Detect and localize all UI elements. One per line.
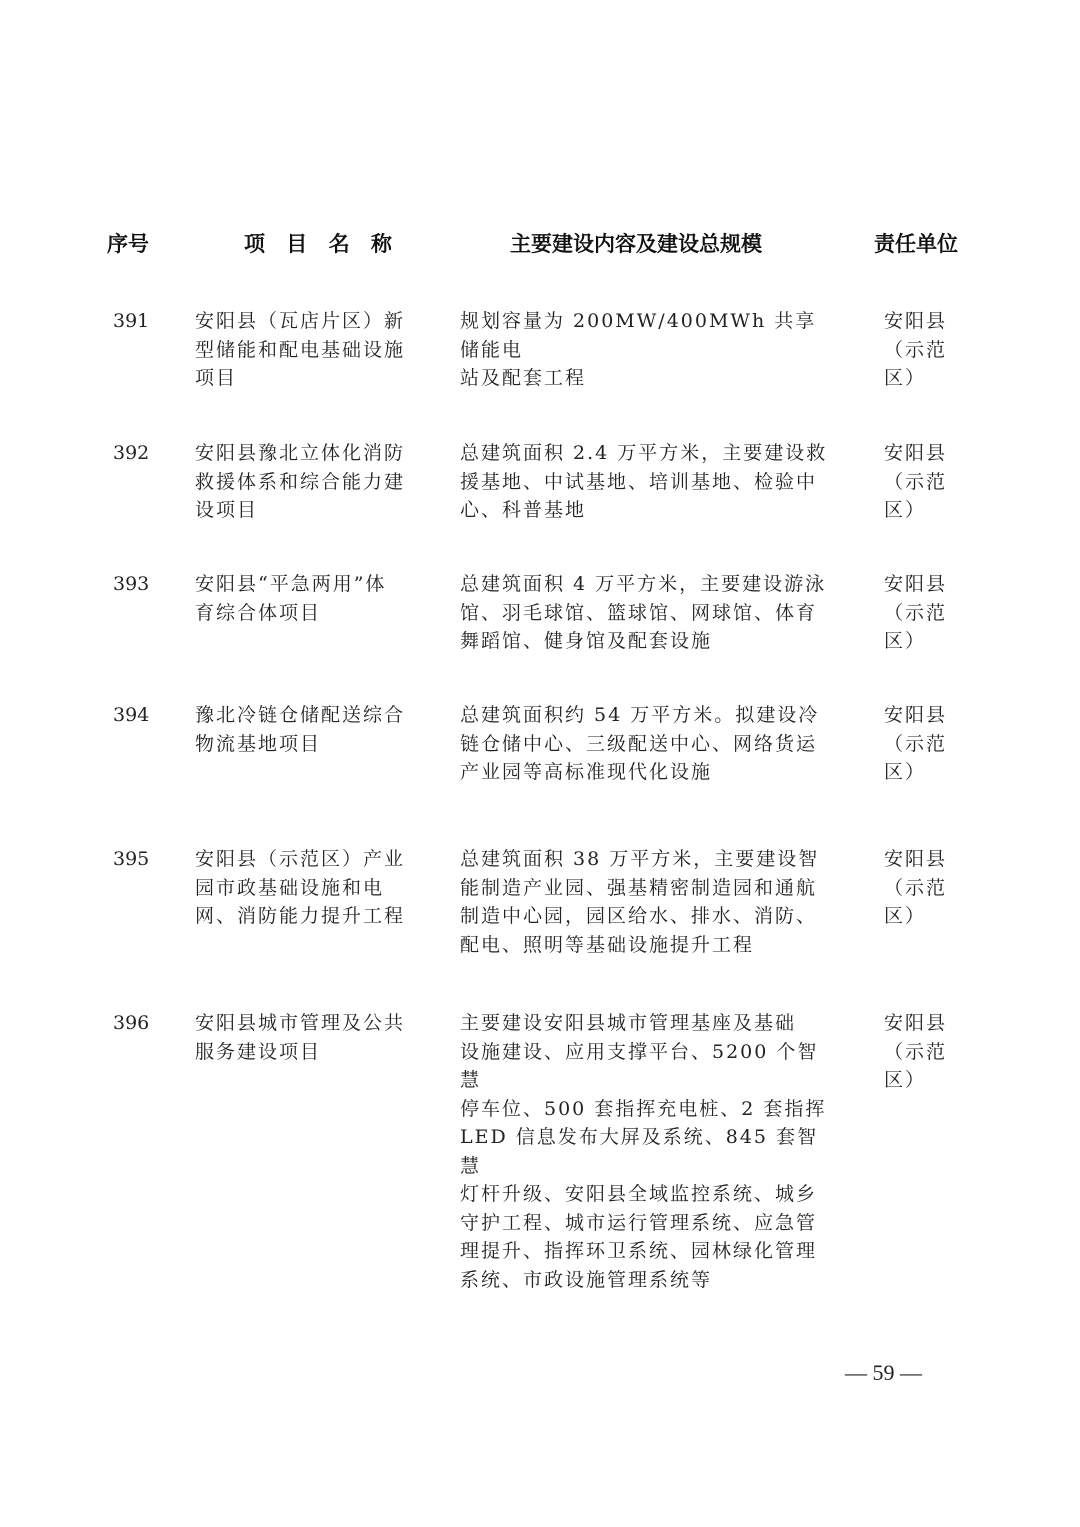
header-construction-content: 主要建设内容及建设总规模 <box>510 232 762 256</box>
row-seq: 394 <box>113 704 150 726</box>
row-construction-content: 总建筑面积 4 万平方米，主要建设游泳 馆、羽毛球馆、篮球馆、网球馆、体育 舞蹈馆、健身馆及配套设施 <box>460 573 827 652</box>
row-construction-content: 总建筑面积 38 万平方米，主要建设智 能制造产业园、强基精密制造园和通航 制造中心园，园区给水、排水、消防、 配电、照明等基础设施提升工程 <box>460 848 820 956</box>
row-project-name: 豫北冷链仓储配送综合 物流基地项目 <box>195 704 406 755</box>
row-construction-content: 规划容量为 200MW/400MWh 共享储能电 站及配套工程 <box>460 310 817 389</box>
row-construction-content: 总建筑面积 2.4 万平方米，主要建设救 援基地、中试基地、培训基地、检验中 心、科普基地 <box>460 442 828 521</box>
row-project-name: 安阳县豫北立体化消防 救援体系和综合能力建 设项目 <box>195 442 406 521</box>
row-project-name: 安阳县（瓦店片区）新 型储能和配电基础设施 项目 <box>195 310 406 389</box>
row-responsible-unit: 安阳县 （示范 区） <box>884 310 948 389</box>
row-responsible-unit: 安阳县 （示范 区） <box>884 573 948 652</box>
table-header <box>0 228 1080 262</box>
row-responsible-unit: 安阳县 （示范 区） <box>884 704 948 783</box>
row-seq: 392 <box>113 442 150 464</box>
header-project-name: 项 目 名 称 <box>244 232 399 256</box>
row-seq: 395 <box>113 848 150 870</box>
row-seq: 391 <box>113 310 150 332</box>
row-responsible-unit: 安阳县 （示范 区） <box>884 442 948 521</box>
row-project-name: 安阳县城市管理及公共 服务建设项目 <box>195 1012 406 1063</box>
row-seq: 396 <box>113 1012 150 1034</box>
row-project-name: 安阳县“平急两用”体 育综合体项目 <box>195 573 387 624</box>
row-responsible-unit: 安阳县 （示范 区） <box>884 848 948 927</box>
row-project-name: 安阳县（示范区）产业 园市政基础设施和电 网、消防能力提升工程 <box>195 848 406 927</box>
header-seq: 序号 <box>107 232 149 256</box>
row-responsible-unit: 安阳县 （示范 区） <box>884 1012 948 1091</box>
row-construction-content: 总建筑面积约 54 万平方米。拟建设冷 链仓储中心、三级配送中心、网络货运 产业园等高标准现代化设施 <box>460 704 820 783</box>
page-number: — 59 — <box>845 1360 922 1385</box>
header-responsible-unit: 责任单位 <box>874 232 958 256</box>
row-construction-content: 主要建设安阳县城市管理基座及基础 设施建设、应用支撑平台、5200 个智慧 停车位、500 套指挥充电桩、2 套指挥 LED 信息发布大屏及系统、845 套智慧 灯杆升级、安阳县全域监控系统、城乡 守护工程、城市运行管理系统、应急管 理提升、指挥环卫系统、园林绿化管理 系统、市政设施管理系统等 <box>460 1012 827 1291</box>
row-seq: 393 <box>113 573 150 595</box>
